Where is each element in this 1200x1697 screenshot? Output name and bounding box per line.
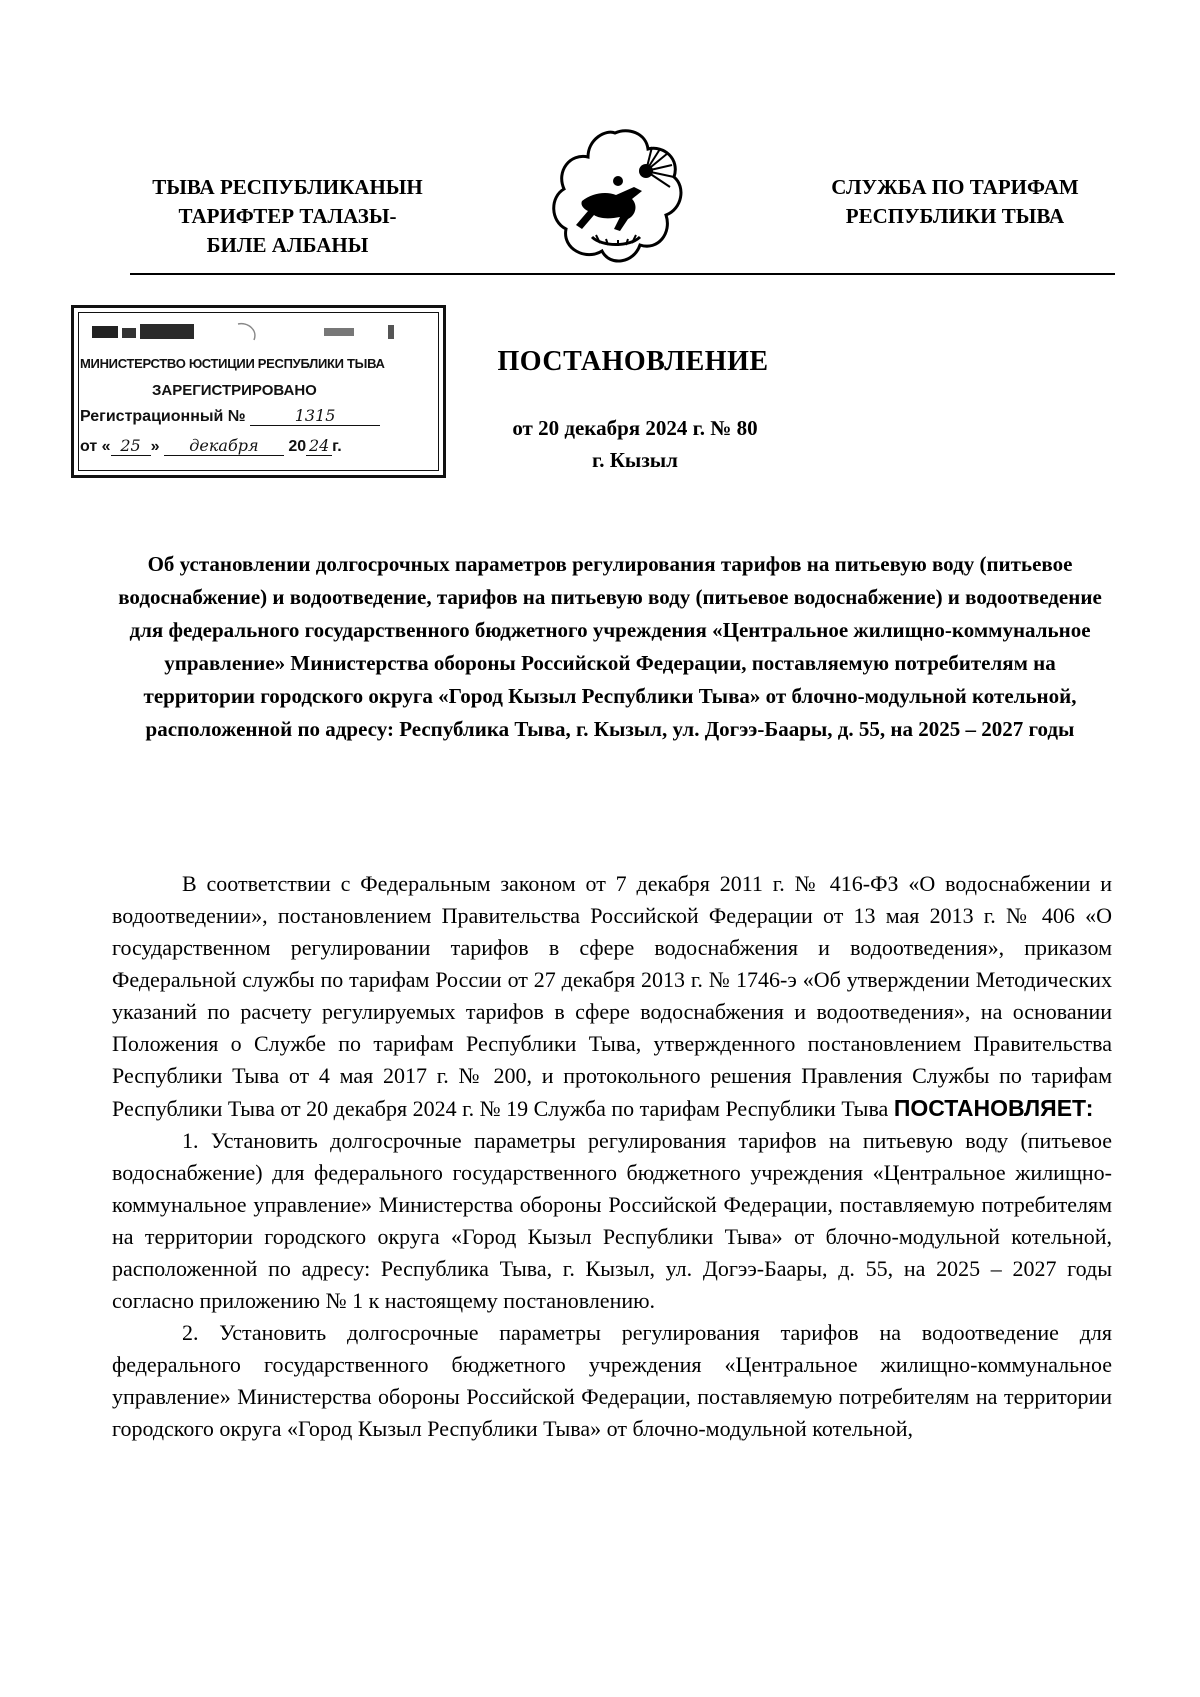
header-left-line-1: ТЫВА РЕСПУБЛИКАНЫН (152, 175, 423, 199)
stamp-smudge (88, 320, 418, 342)
body-preamble (112, 868, 1112, 1125)
stamp-registered: ЗАРЕГИСТРИРОВАНО (152, 382, 317, 399)
stamp-year-end: г. (332, 438, 342, 455)
document-place: г. Кызыл (592, 448, 678, 472)
tuva-emblem-icon (548, 125, 683, 270)
header-left-line-3: БИЛЕ АЛБАНЫ (206, 233, 369, 257)
stamp-date-row (80, 436, 342, 456)
stamp-month: декабря (164, 436, 284, 456)
resolution-keyword: ПОСТАНОВЛЯЕТ: (893, 1095, 1094, 1121)
document-body (112, 868, 1112, 1445)
document-subject: Об установлении долгосрочных параметров регулирования тарифов на питьевую воду (питьевое водоснабжение) и водоотведение, тарифов на питьевую воду (питьевое водоснабжение) и водоотведение для федерального государственного бюджетного учреждения «Центральное жилищно-коммунальное управление» Министерства обороны Российской Федерации, поставляемую потребителям на территории городского округа «Город Кызыл Республики Тыва» от блочно-модульной котельной, расположенной по адресу: Республика Тыва, г. Кызыл, ул. Догээ-Баары, д. 55, на 2025 – 2027 годы (118, 552, 1102, 741)
body-item-1: 1. Установить долгосрочные параметры регулирования тарифов на питьевую воду (питьевое водоснабжение) для федерального государственного бюджетного учреждения «Центральное жилищно-коммунальное управление» Министерства обороны Российской Федерации, поставляемую потребителям на территории городского округа «Город Кызыл Республики Тыва» от блочно-модульной котельной, расположенной по адресу: Республика Тыва, г. Кызыл, ул. Догээ-Баары, д. 55, на 2025 – 2027 годы согласно приложению № 1 к настоящему постановлению. (112, 1128, 1112, 1313)
stamp-day: 25 (111, 436, 151, 456)
header-left-org (140, 173, 435, 260)
stamp-reg-label: Регистрационный № (80, 408, 246, 425)
stamp-ministry: МИНИСТЕРСТВО ЮСТИЦИИ РЕСПУБЛИКИ ТЫВА (80, 356, 385, 371)
header-left-line-2: ТАРИФТЕР ТАЛАЗЫ- (178, 204, 397, 228)
header-right-line-2: РЕСПУБЛИКИ ТЫВА (845, 204, 1065, 228)
body-item-2: 2. Установить долгосрочные параметры регулирования тарифов на водоотведение для федерального государственного бюджетного учреждения «Центральное жилищно-коммунальное управление» Министерства обороны Российской Федерации, поставляемую потребителям на территории городского округа «Город Кызыл Республики Тыва» от блочно-модульной котельной, (112, 1320, 1112, 1441)
stamp-year-prefix: 20 (288, 438, 307, 455)
header-right-line-1: СЛУЖБА ПО ТАРИФАМ (831, 175, 1079, 199)
stamp-reg-number: 1315 (250, 406, 380, 426)
preamble-text: В соответствии с Федеральным законом от 7 декабря 2011 г. № 416-ФЗ «О водоснабжении и водоотведении», постановлением Правительства Российской Федерации от 13 мая 2013 г. № 406 «О государственном регулировании тарифов в сфере водоснабжения и водоотведения», приказом Федеральной службы по тарифам России от 27 декабря 2013 г. № 1746-э «Об утверждении Методических указаний по расчету регулируемых тарифов в сфере водоснабжения и водоотведения», на основании Положения о Службе по тарифам Республики Тыва, утвержденного постановлением Правительства Республики Тыва от 4 мая 2017 г. № 200, и протокольного решения Правления Службы по тарифам Республики Тыва от 20 декабря 2024 г. № 19 Служба по тарифам Республики Тыва (112, 871, 1112, 1121)
stamp-year-suffix: 24 (306, 436, 332, 456)
stamp-reg-number-row (80, 406, 380, 426)
stamp-month-sep: » (150, 438, 160, 455)
header-right-org (805, 173, 1105, 231)
document-type-title: ПОСТАНОВЛЕНИЕ (497, 346, 769, 377)
registration-stamp (71, 305, 446, 478)
header-divider (130, 273, 1115, 275)
document-date-number: от 20 декабря 2024 г. № 80 (512, 416, 758, 440)
stamp-from-label: от « (80, 438, 111, 455)
